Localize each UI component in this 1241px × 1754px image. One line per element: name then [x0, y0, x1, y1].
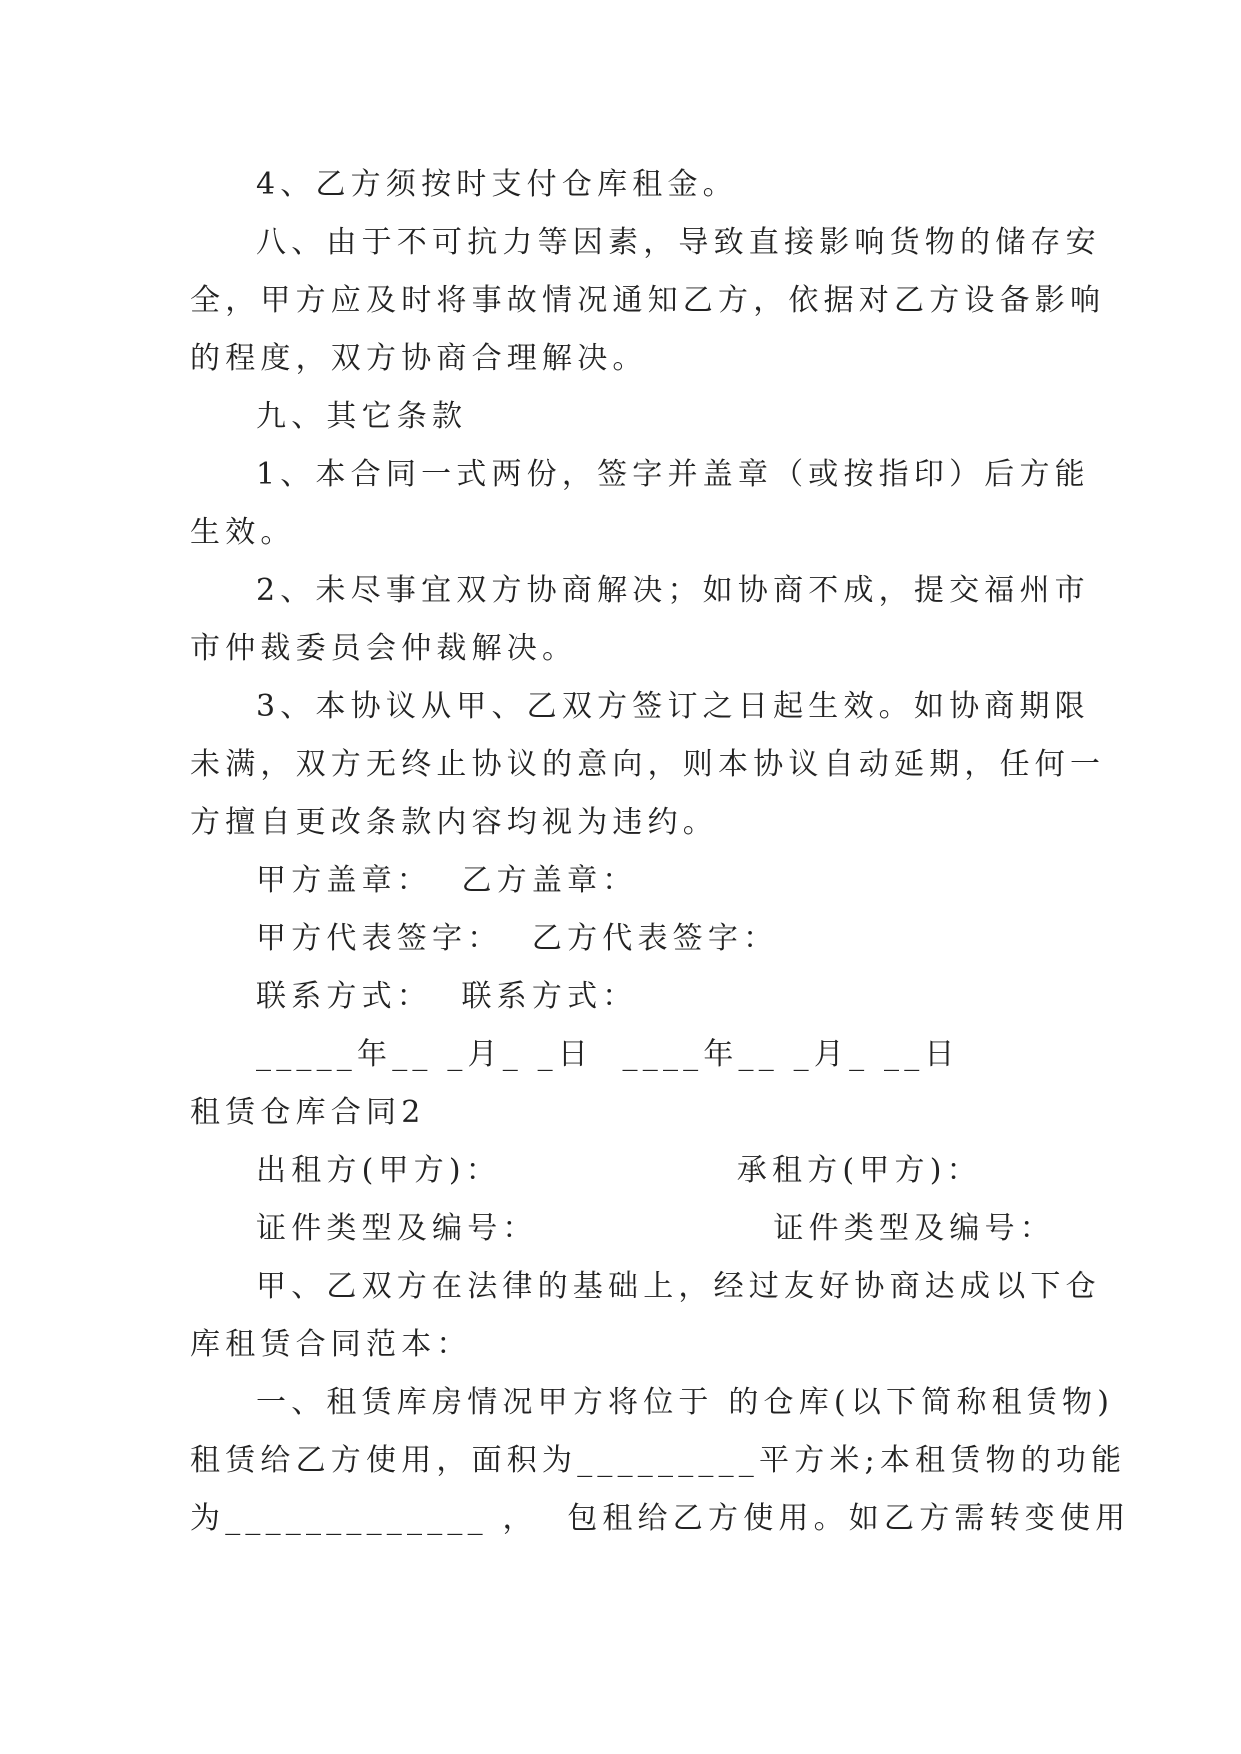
- seal-line: 甲方盖章： 乙方盖章：: [256, 863, 638, 898]
- clause-9-item-3-line-3: 方擅自更改条款内容均视为违约。: [190, 805, 718, 840]
- id-type-line: 证件类型及编号： 证件类型及编号：: [256, 1211, 1055, 1246]
- clause-8-line-3: 的程度，双方协商合理解决。: [190, 341, 648, 376]
- clause-1-line-1: 一、租赁库房情况甲方将位于 的仓库(以下简称租赁物): [256, 1385, 1115, 1420]
- clause-8-line-1: 八、由于不可抗力等因素，导致直接影响货物的储存安: [256, 225, 1101, 260]
- contact-line: 联系方式： 联系方式：: [256, 979, 638, 1014]
- clause-9-item-3-line-1: 3、本协议从甲、乙双方签订之日起生效。如协商期限: [256, 689, 1090, 724]
- preamble-line-1: 甲、乙双方在法律的基础上，经过友好协商达成以下仓: [256, 1269, 1101, 1304]
- clause-9-item-3-line-2: 未满，双方无终止协议的意向，则本协议自动延期，任何一: [190, 747, 1106, 782]
- clause-9-item-2-line-1: 2、未尽事宜双方协商解决；如协商不成，提交福州市: [256, 573, 1090, 608]
- clause-8-line-2: 全，甲方应及时将事故情况通知乙方，依据对乙方设备影响: [190, 283, 1106, 318]
- representative-signature-line: 甲方代表签字： 乙方代表签字：: [256, 921, 779, 956]
- parties-line: 出租方(甲方)： 承租方(甲方)：: [256, 1153, 982, 1188]
- clause-9-item-1-line-2: 生效。: [190, 515, 296, 550]
- preamble-line-2: 库租赁合同范本：: [190, 1327, 472, 1362]
- clause-1-line-2: 租赁给乙方使用，面积为_________平方米;本租赁物的功能: [190, 1443, 1127, 1478]
- clause-8-item-4: 4、乙方须按时支付仓库租金。: [256, 167, 738, 202]
- date-line: _____年__ _月_ _日 ____年__ _月_ __日: [256, 1037, 960, 1072]
- clause-9-heading: 九、其它条款: [256, 399, 468, 434]
- clause-1-line-3: 为_____________ ， 包租给乙方使用。如乙方需转变使用: [190, 1501, 1131, 1536]
- clause-9-item-2-line-2: 市仲裁委员会仲裁解决。: [190, 631, 578, 666]
- contract-2-title: 租赁仓库合同2: [190, 1095, 426, 1130]
- clause-9-item-1-line-1: 1、本合同一式两份，签字并盖章（或按指印）后方能: [256, 457, 1090, 492]
